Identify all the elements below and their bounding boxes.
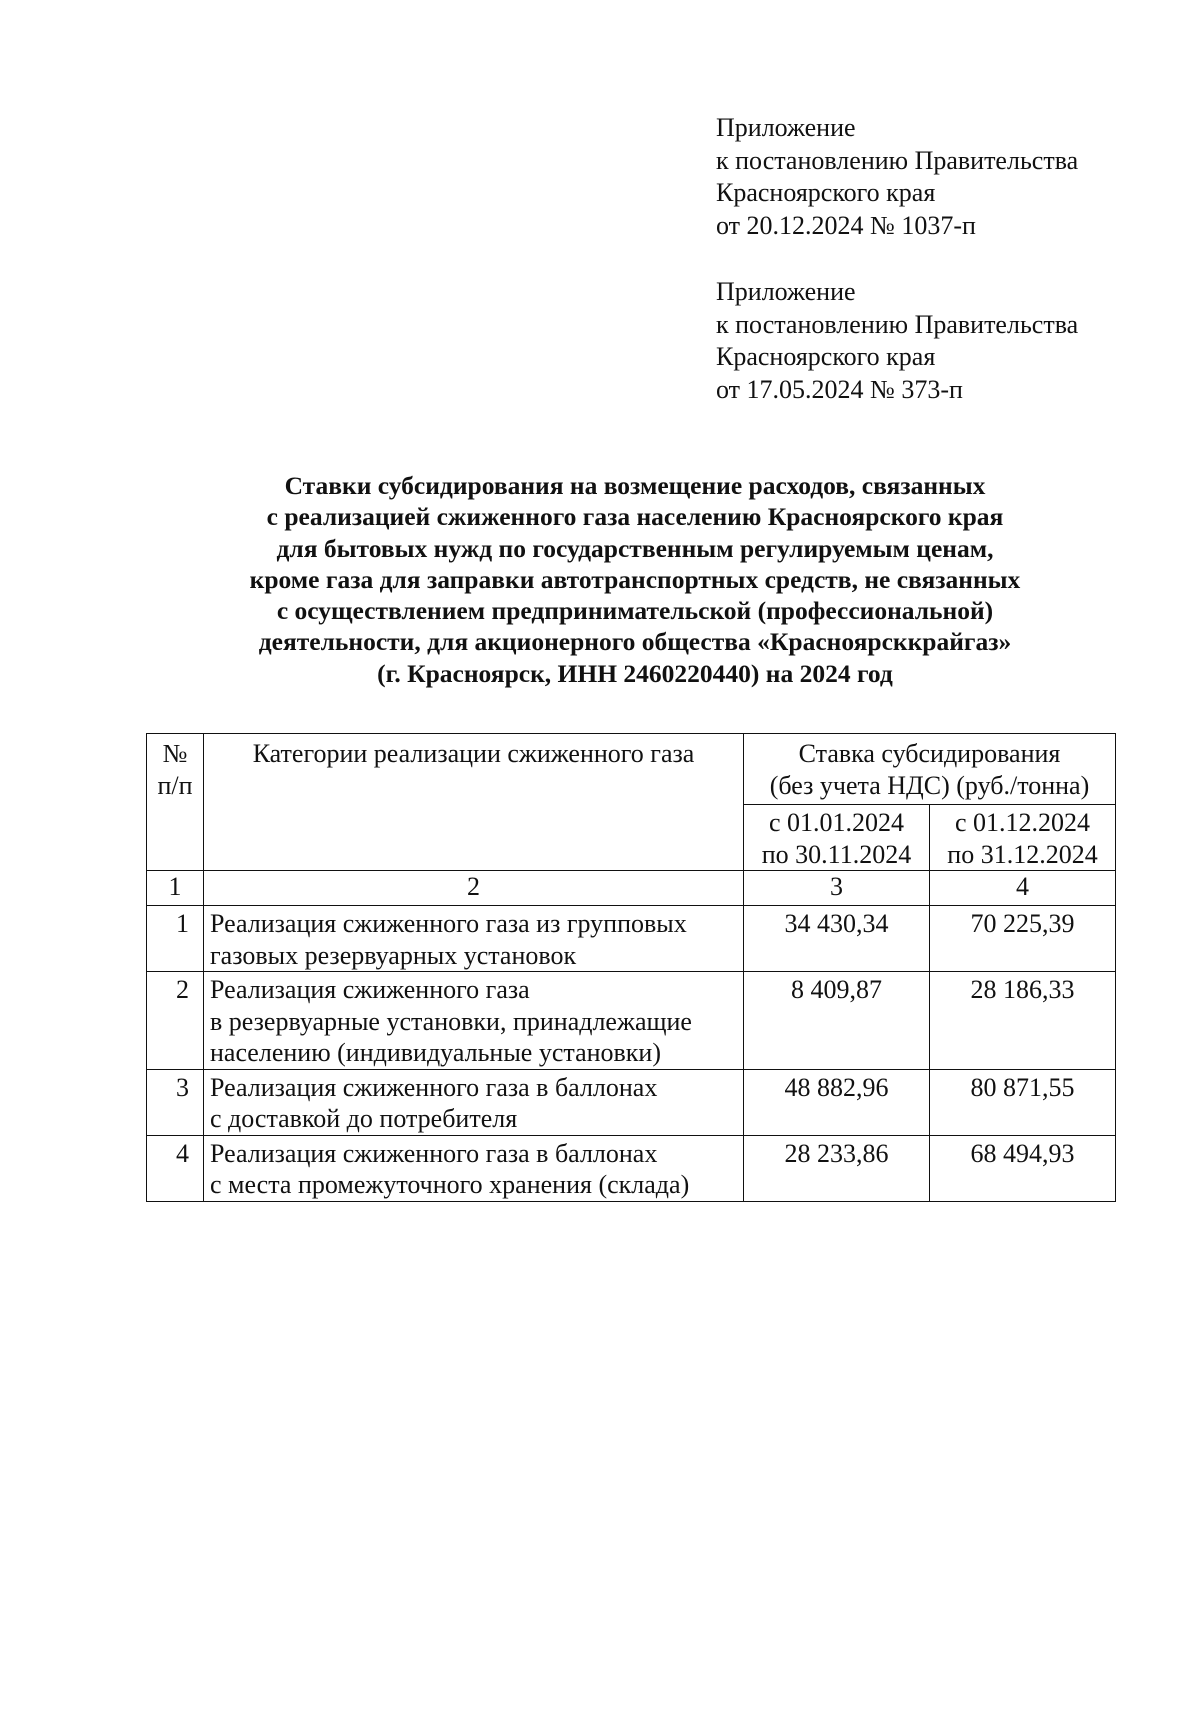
table-row xyxy=(147,972,1116,1070)
column-number: 3 xyxy=(744,871,930,906)
appendix-date-number: от 17.05.2024 № 373-п xyxy=(716,374,963,404)
row-category: Реализация сжиженного газа из групповых газовых резервуарных установок xyxy=(204,906,744,972)
document-title xyxy=(150,470,1120,689)
rate-period-2: 70 225,39 xyxy=(930,906,1116,972)
appendix-region: Красноярского края xyxy=(716,342,936,371)
appendix-region: Красноярского края xyxy=(716,178,936,207)
appendix-date-number: от 20.12.2024 № 1037-п xyxy=(716,210,976,240)
header-category: Категории реализации сжиженного газа xyxy=(204,734,744,871)
rate-period-2: 68 494,93 xyxy=(930,1135,1116,1201)
row-category: Реализация сжиженного газа в баллонах с доставкой до потребителя xyxy=(204,1069,744,1135)
header-period-1: с 01.01.2024 по 30.11.2024 xyxy=(744,805,930,871)
column-number-row xyxy=(147,871,1116,906)
table-row xyxy=(147,1135,1116,1201)
table-header-row xyxy=(147,734,1116,805)
rate-period-2: 28 186,33 xyxy=(930,972,1116,1070)
table-row xyxy=(147,1069,1116,1135)
appendix-label: Приложение xyxy=(716,113,856,142)
appendix-label: Приложение xyxy=(716,277,856,306)
title-line: (г. Красноярск, ИНН 2460220440) на 2024 год xyxy=(377,658,893,688)
column-number: 4 xyxy=(930,871,1116,906)
row-number: 3 xyxy=(147,1069,204,1135)
title-line: кроме газа для заправки автотранспортных средств, не связанных xyxy=(249,564,1021,594)
header-rate: Ставка субсидирования (без учета НДС) (руб./тонна) xyxy=(744,734,1116,805)
appendix-note-original xyxy=(716,276,1078,406)
row-number: 4 xyxy=(147,1135,204,1201)
column-number: 1 xyxy=(147,871,204,906)
title-line: для бытовых нужд по государственным регулируемым ценам, xyxy=(276,533,994,563)
rate-period-2: 80 871,55 xyxy=(930,1069,1116,1135)
title-line: с осуществлением предпринимательской (профессиональной) xyxy=(276,596,994,626)
header-number: № п/п xyxy=(147,734,204,871)
rate-period-1: 28 233,86 xyxy=(744,1135,930,1201)
rate-period-1: 48 882,96 xyxy=(744,1069,930,1135)
row-category: Реализация сжиженного газа в баллонах с места промежуточного хранения (склада) xyxy=(204,1135,744,1201)
header-period-2: с 01.12.2024 по 31.12.2024 xyxy=(930,805,1116,871)
appendix-note-current xyxy=(716,112,1078,242)
appendix-resolution: к постановлению Правительства xyxy=(716,309,1079,339)
rate-period-1: 8 409,87 xyxy=(744,972,930,1070)
table-row xyxy=(147,906,1116,972)
subsidy-rates-table xyxy=(146,733,1116,1202)
column-number: 2 xyxy=(204,871,744,906)
title-line: с реализацией сжиженного газа населению Красноярского края xyxy=(266,502,1004,532)
title-line: деятельности, для акционерного общества «Красноярсккрайгаз» xyxy=(258,627,1012,657)
row-number: 1 xyxy=(147,906,204,972)
row-number: 2 xyxy=(147,972,204,1070)
rate-period-1: 34 430,34 xyxy=(744,906,930,972)
appendix-resolution: к постановлению Правительства xyxy=(716,145,1079,175)
title-line: Ставки субсидирования на возмещение расходов, связанных xyxy=(284,471,986,500)
row-category: Реализация сжиженного газа в резервуарные установки, принадлежащие населению (индивидуальные установки) xyxy=(204,972,744,1070)
